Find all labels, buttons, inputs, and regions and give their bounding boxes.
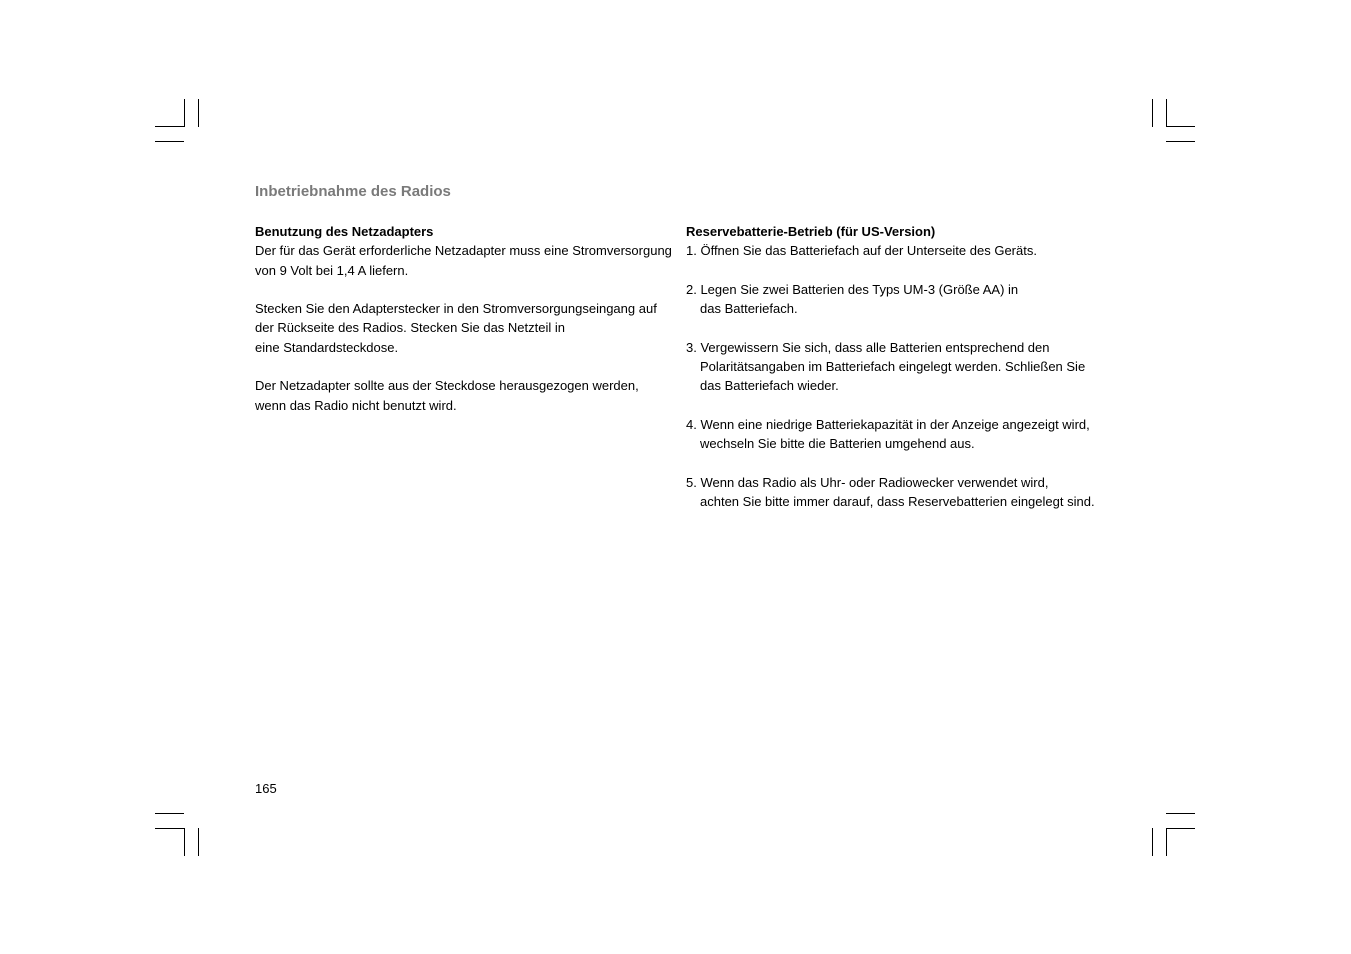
crop-mark — [1152, 828, 1153, 856]
text-line: Polaritätsangaben im Batteriefach eingelegt werden. Schließen Sie — [700, 359, 1086, 375]
crop-mark — [1166, 828, 1167, 856]
text-line: 5. Wenn das Radio als Uhr- oder Radiowecker verwendet wird, — [686, 474, 1049, 490]
crop-mark — [1166, 828, 1195, 829]
text-line: das Batteriefach. — [700, 301, 798, 317]
right-column — [686, 222, 1106, 531]
text-line: Der Netzadapter sollte aus der Steckdose herausgezogen werden, — [255, 378, 639, 394]
text-line: Stecken Sie den Adapterstecker in den Stromversorgungseingang auf — [255, 301, 657, 317]
crop-mark — [1166, 99, 1167, 127]
crop-mark — [1166, 813, 1195, 814]
section-heading: Reservebatterie-Betrieb (für US-Version) — [686, 224, 936, 239]
text-line: wechseln Sie bitte die Batterien umgehend aus. — [700, 436, 975, 452]
crop-mark — [1152, 99, 1153, 127]
text-line: 4. Wenn eine niedrige Batteriekapazität in der Anzeige angezeigt wird, — [686, 416, 1090, 432]
text-line: achten Sie bitte immer darauf, dass Reservebatterien eingelegt sind. — [700, 494, 1095, 510]
crop-mark — [198, 828, 199, 856]
paragraph — [255, 241, 672, 280]
paragraph — [255, 376, 665, 415]
text-line: der Rückseite des Radios. Stecken Sie das Netzteil in — [255, 320, 565, 336]
crop-mark — [1166, 126, 1195, 127]
text-line: wenn das Radio nicht benutzt wird. — [255, 397, 457, 413]
list-item — [686, 241, 1106, 260]
crop-mark — [155, 813, 184, 814]
list-item — [686, 415, 1106, 454]
crop-mark — [155, 126, 184, 127]
text-line: das Batteriefach wieder. — [700, 378, 839, 394]
text-line: 2. Legen Sie zwei Batterien des Typs UM-3 (Größe AA) in — [686, 281, 1019, 297]
text-line: eine Standardsteckdose. — [255, 339, 399, 355]
list-item — [686, 338, 1106, 396]
list-item — [686, 280, 1106, 319]
page-title: Inbetriebnahme des Radios — [255, 183, 451, 200]
list-item — [686, 473, 1106, 512]
crop-mark — [184, 828, 185, 856]
crop-mark — [1166, 141, 1195, 142]
crop-mark — [155, 141, 184, 142]
left-column — [255, 222, 672, 434]
crop-mark — [198, 99, 199, 127]
text-line: 3. Vergewissern Sie sich, dass alle Batterien entsprechend den — [686, 339, 1050, 355]
text-line: Der für das Gerät erforderliche Netzadapter muss eine Stromversorgung — [255, 243, 672, 259]
crop-mark — [184, 99, 185, 127]
text-line: 1. Öffnen Sie das Batteriefach auf der Unterseite des Geräts. — [686, 243, 1037, 259]
section-heading: Benutzung des Netzadapters — [255, 224, 434, 239]
text-line: von 9 Volt bei 1,4 A liefern. — [255, 262, 409, 278]
page-number: 165 — [255, 781, 277, 796]
paragraph — [255, 299, 665, 357]
crop-mark — [155, 828, 184, 829]
